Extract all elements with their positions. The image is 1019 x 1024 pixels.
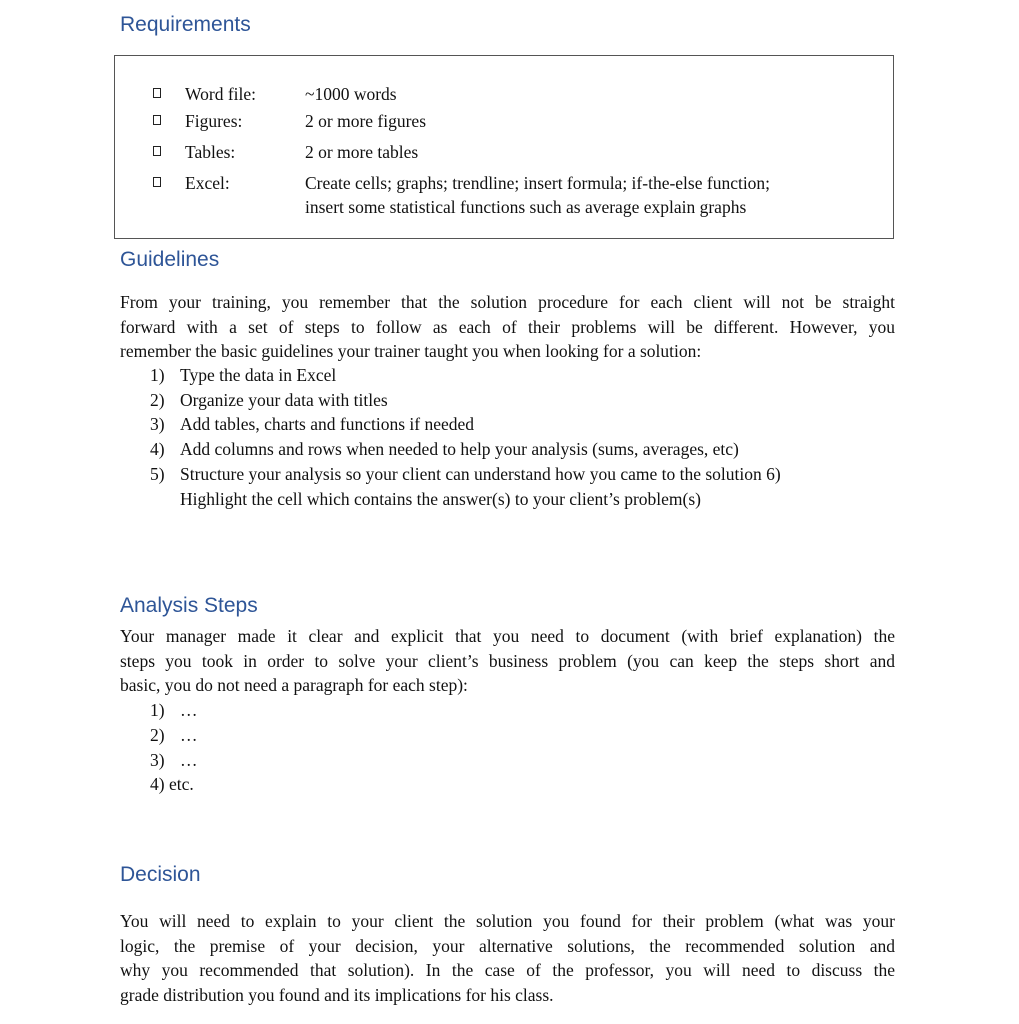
- requirement-value: 2 or more tables: [305, 142, 419, 162]
- decision-paragraph: [120, 909, 895, 1007]
- text-line: remember the basic guidelines your trainer taught you when looking for a solution:: [120, 341, 702, 361]
- requirement-label: Word file:: [185, 84, 256, 104]
- step-number: 2): [150, 390, 165, 410]
- step-number: 3): [150, 750, 165, 770]
- analysis-intro: [120, 624, 895, 698]
- step-number: 4): [150, 439, 165, 459]
- guidelines-intro: [120, 290, 895, 364]
- requirements-heading: Requirements: [120, 13, 251, 36]
- step-text: Add columns and rows when needed to help your analysis (sums, averages, etc): [180, 439, 739, 459]
- requirement-value: 2 or more figures: [305, 111, 427, 131]
- guidelines-heading: Guidelines: [120, 248, 220, 271]
- text-line: why you recommended that solution). In the case of the professor, you will need to discuss the: [120, 960, 895, 980]
- checkbox-icon[interactable]: [153, 177, 161, 187]
- step-text: Add tables, charts and functions if needed: [180, 414, 475, 434]
- requirement-value: ~1000 words: [305, 84, 397, 104]
- requirement-label: Tables:: [185, 142, 236, 162]
- step-number: 5): [150, 464, 165, 484]
- decision-heading: Decision: [120, 863, 201, 886]
- step-text: Type the data in Excel: [180, 365, 337, 385]
- requirement-value: Create cells; graphs; trendline; insert formula; if-the-else function;: [305, 173, 771, 193]
- step-text: …: [180, 700, 198, 720]
- step-text-continued: Highlight the cell which contains the answer(s) to your client’s problem(s): [180, 489, 701, 509]
- requirement-value-continued: insert some statistical functions such as average explain graphs: [305, 197, 747, 217]
- step-number: 3): [150, 414, 165, 434]
- text-line: basic, you do not need a paragraph for each step):: [120, 675, 468, 695]
- requirement-label: Excel:: [185, 173, 230, 193]
- text-line: You will need to explain to your client the solution you found for their problem (what was your: [120, 911, 895, 931]
- analysis-steps-heading: Analysis Steps: [120, 594, 258, 617]
- step-number: 1): [150, 700, 165, 720]
- text-line: forward with a set of steps to follow as each of their problems will be different. However, you: [120, 316, 895, 337]
- text-line: grade distribution you found and its implications for his class.: [120, 984, 554, 1005]
- text-line: logic, the premise of your decision, your alternative solutions, the recommended solution and: [120, 935, 895, 956]
- step-text: Organize your data with titles: [180, 390, 388, 410]
- checkbox-icon[interactable]: [153, 115, 161, 125]
- step-text: …: [180, 725, 198, 745]
- requirements-table: [114, 55, 894, 239]
- requirement-label: Figures:: [185, 111, 243, 131]
- text-line: Your manager made it clear and explicit that you need to document (with brief explanation) the: [120, 626, 895, 646]
- step-number: 2): [150, 725, 165, 745]
- step-text: Structure your analysis so your client can understand how you came to the solution 6): [180, 464, 781, 484]
- step-number: 4) etc.: [150, 774, 194, 794]
- step-text: …: [180, 750, 198, 770]
- step-number: 1): [150, 365, 165, 385]
- checkbox-icon[interactable]: [153, 146, 161, 156]
- checkbox-icon[interactable]: [153, 88, 161, 98]
- text-line: steps you took in order to solve your client’s business problem (you can keep the steps short and: [120, 650, 895, 671]
- text-line: From your training, you remember that the solution procedure for each client will not be straight: [120, 292, 895, 312]
